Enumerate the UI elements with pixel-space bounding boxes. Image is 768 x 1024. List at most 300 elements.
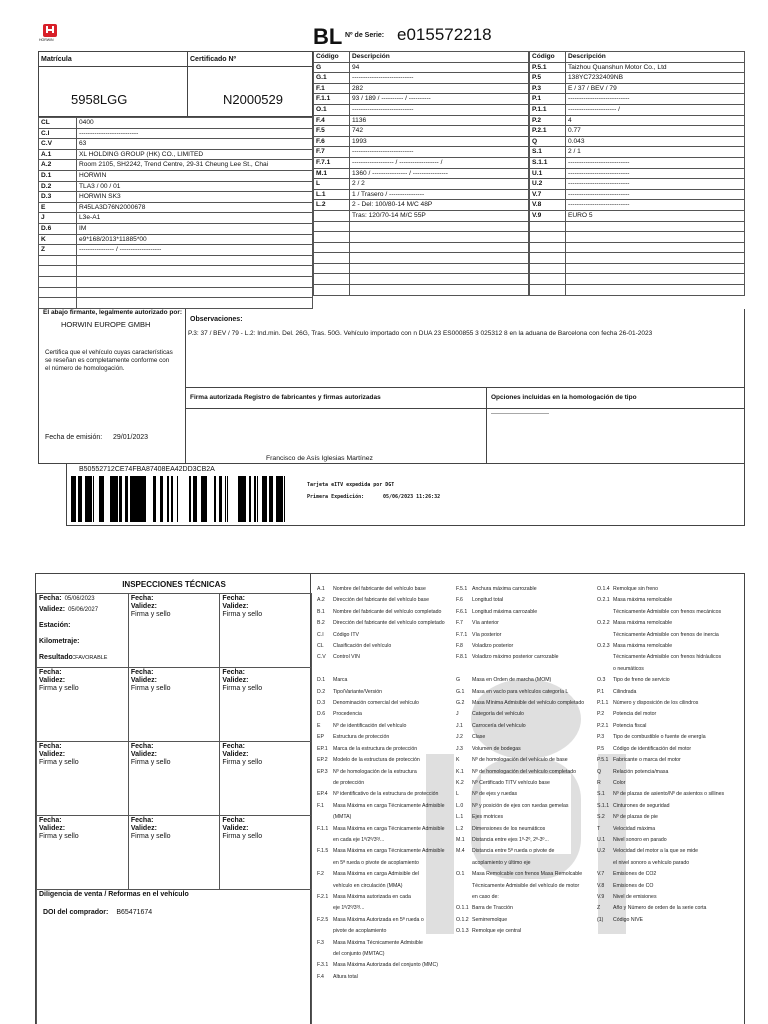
field-code — [39, 255, 77, 266]
validez-label: Validez: — [130, 751, 157, 758]
legend-item — [597, 915, 724, 926]
field-code — [39, 287, 77, 298]
legend-code: C.I — [317, 631, 324, 638]
table-row — [314, 221, 529, 232]
firma-sello-label: Firma y sello — [222, 611, 263, 618]
legend-text: Masa Máxima autorizada en cada — [333, 893, 411, 900]
field-code: V.7 — [530, 189, 566, 200]
legend-item — [597, 618, 724, 629]
barcode-bar — [204, 476, 207, 522]
fecha-label: Fecha: — [130, 817, 154, 824]
field-code — [530, 232, 566, 243]
legend-code: U.2 — [597, 848, 606, 855]
field-code: V.9 — [530, 210, 566, 221]
legend-item — [597, 835, 724, 846]
inspection-cell — [220, 816, 312, 890]
field-value — [350, 242, 529, 253]
legend-code: R — [597, 779, 601, 786]
barcode-bar — [177, 476, 178, 522]
description-header: Descripción — [566, 52, 745, 63]
legend-item — [317, 812, 445, 823]
legend-item — [597, 641, 724, 652]
fecha-value: 05/06/2023 — [64, 596, 95, 602]
logo-caption: HORWIN — [39, 38, 54, 42]
validez-label: Validez: — [222, 825, 249, 832]
table-row — [314, 147, 529, 158]
field-code: O.1 — [314, 104, 350, 115]
table-row — [39, 234, 313, 245]
legend-item — [597, 664, 724, 675]
field-value: ---------------------------- — [566, 179, 745, 190]
legend-code: F.6.1 — [456, 608, 468, 615]
legend-code: T — [597, 825, 601, 832]
inspection-cell — [37, 816, 129, 890]
barcode-bar — [130, 476, 132, 522]
field-code — [530, 221, 566, 232]
legend-text: Masa Máxima Autorizada en 5ª rueda o — [333, 916, 424, 923]
legend-text: Potencia fiscal — [613, 722, 647, 729]
field-code: Q — [530, 136, 566, 147]
legend-text: Masa máxima remolcable — [613, 643, 673, 650]
barcode-bar — [194, 476, 197, 522]
field-code: L — [314, 179, 350, 190]
legend-item — [456, 881, 584, 892]
barcode-bar — [257, 476, 258, 522]
legend-code: K.1 — [456, 768, 464, 775]
legend-text: Velocidad máxima — [613, 825, 656, 832]
legend-item — [317, 584, 445, 595]
serie-label: Nº de Serie: — [345, 32, 385, 39]
table-row — [314, 242, 529, 253]
legend-item — [456, 721, 584, 732]
table-row — [39, 192, 313, 203]
legend-code: F.7.1 — [456, 631, 468, 638]
field-value: 2 - Del: 100/80-14 M/C 48P — [350, 200, 529, 211]
legend-item — [597, 630, 724, 641]
legend-col-1 — [317, 584, 445, 983]
legend-item — [456, 664, 584, 675]
legend-code: K.2 — [456, 779, 464, 786]
legend-text: Voladizo máximo posterior carrozable — [472, 654, 559, 661]
field-code — [39, 298, 77, 309]
field-value: ---------------------------- — [566, 157, 745, 168]
validez-label: Validez: — [130, 825, 157, 832]
estacion-label: Estación: — [39, 622, 71, 629]
barcode-bar — [262, 476, 264, 522]
table-row — [39, 170, 313, 181]
legend-item — [317, 630, 445, 641]
legend-item — [317, 721, 445, 732]
barcode-bar — [119, 476, 122, 522]
field-code: P.2.1 — [530, 126, 566, 137]
resultado-label: Resultado: — [39, 654, 76, 661]
validez-label: Validez: — [222, 603, 249, 610]
legend-text: Relación potencia/masa — [613, 768, 669, 775]
legend-text: Nº de homologación de la estructura — [333, 768, 417, 775]
field-code — [314, 274, 350, 285]
field-value: ---------------------------- — [350, 147, 529, 158]
legend-code: V.9 — [597, 893, 605, 900]
table-row — [39, 181, 313, 192]
field-code — [314, 263, 350, 274]
fecha-line — [39, 595, 126, 603]
field-value: 1993 — [350, 136, 529, 147]
legend-text: o neumáticos — [613, 665, 644, 672]
barcode-bar — [278, 476, 281, 522]
legend-text: Masa Máxima en carga Admisible del — [333, 871, 419, 878]
legend-item — [317, 858, 445, 869]
matricula-value: 5958LGG — [71, 92, 128, 107]
legend-code: Q — [597, 768, 602, 775]
table-row — [530, 232, 745, 243]
barcode-bar — [139, 476, 142, 522]
field-value: 63 — [77, 139, 313, 150]
legend-code: E — [317, 722, 321, 729]
legend-item — [597, 767, 724, 778]
field-code: M.1 — [314, 168, 350, 179]
field-value — [566, 263, 745, 274]
table-row — [39, 118, 313, 129]
table-row — [39, 128, 313, 139]
observaciones-block — [186, 309, 745, 388]
barcode-bar — [201, 476, 204, 522]
legend-text: Código de identificación del motor — [613, 745, 692, 752]
barcode-block — [66, 464, 745, 526]
legend-code: P.3 — [597, 734, 605, 741]
firma-sello-label: Firma y sello — [222, 759, 263, 766]
field-value — [77, 276, 313, 287]
legend-code: G.2 — [456, 700, 465, 707]
legend-text: Remolque eje central — [472, 928, 522, 935]
table-row — [530, 189, 745, 200]
barcode-bar — [144, 476, 146, 522]
legend-text: Cilindrada — [613, 688, 637, 695]
legend-code: (1) — [597, 916, 604, 923]
legend-text: Vía posterior — [472, 631, 502, 638]
firma-sello-label: Firma y sello — [130, 759, 171, 766]
legend-item — [597, 858, 724, 869]
legend-item — [317, 960, 445, 971]
legend-item — [456, 903, 584, 914]
vehicle-data-left-table — [38, 117, 313, 309]
legend-item — [317, 767, 445, 778]
inspection-cell — [37, 742, 129, 816]
legend-text: Voladizo posterior — [472, 643, 514, 650]
barcode-bar — [219, 476, 222, 522]
legend-item — [456, 687, 584, 698]
field-value: TLA3 / 00 / 01 — [77, 181, 313, 192]
tarjeta-line1: Tarjeta eITV expedida por DGT — [307, 482, 395, 488]
barcode — [71, 476, 291, 522]
firma-sello-label: Firma y sello — [130, 611, 171, 618]
legend-item — [456, 732, 584, 743]
legend-text: Anchura máxima carrozable — [472, 586, 537, 592]
legend-item — [317, 846, 445, 857]
table-row — [314, 189, 529, 200]
field-code: D.1 — [39, 170, 77, 181]
legend-item — [317, 801, 445, 812]
field-code: D.2 — [39, 181, 77, 192]
barcode-bar — [238, 476, 240, 522]
fecha-label: Fecha: — [39, 595, 62, 602]
field-code — [530, 285, 566, 296]
table-row — [530, 94, 745, 105]
legend-text: Nº de plazas de asiento/Nº de asientos o sillines — [613, 791, 725, 798]
legend-item — [456, 778, 584, 789]
inspecciones-title: INSPECCIONES TÉCNICAS — [122, 580, 226, 589]
legend-code: CL — [317, 643, 324, 650]
table-row — [314, 274, 529, 285]
barcode-bar — [125, 476, 128, 522]
observaciones-label: Observaciones: — [190, 316, 243, 323]
barcode-bar — [90, 476, 92, 522]
legend-text: Masa Máxima en carga Técnicamente Admisible — [333, 825, 445, 832]
legend-text: Masa máxima remolcable — [613, 597, 673, 604]
barcode-bar — [241, 476, 243, 522]
table-row — [39, 276, 313, 287]
legend-code: M.4 — [456, 848, 465, 855]
legend-code: D.2 — [317, 688, 326, 695]
validez-label: Validez: — [130, 603, 157, 610]
field-value: EURO 5 — [566, 210, 745, 221]
legend-item — [317, 687, 445, 698]
field-value — [566, 253, 745, 264]
fecha-label: Fecha: — [222, 743, 245, 750]
legend-panel — [311, 573, 745, 1024]
table-row — [314, 157, 529, 168]
barcode-bar — [227, 476, 228, 522]
field-code: F.7.1 — [314, 157, 350, 168]
doi-label: DOI del comprador: — [43, 909, 109, 916]
legend-text: Marca — [333, 677, 348, 684]
legend-item — [456, 618, 584, 629]
legend-item — [317, 641, 445, 652]
table-row — [39, 245, 313, 256]
field-code — [530, 263, 566, 274]
legend-item — [317, 949, 445, 960]
barcode-bar — [225, 476, 226, 522]
field-value — [566, 232, 745, 243]
barcode-bar — [101, 476, 102, 522]
legend-code: O.2.2 — [597, 620, 610, 627]
legend-code: D.6 — [317, 711, 326, 718]
tarjeta-line2-label: Primera Expedición: — [307, 494, 365, 500]
validez-label: Validez: — [130, 677, 157, 684]
legend-text: Longitud máxima carrozable — [472, 608, 538, 615]
legend-code: L.1 — [456, 814, 464, 821]
legend-text: Color — [613, 779, 626, 786]
legend-text: Distancia entre ejes 1º-2º, 2º-3º... — [472, 836, 549, 843]
field-code: D.6 — [39, 223, 77, 234]
legend-item — [456, 892, 584, 903]
field-code: L.1 — [314, 189, 350, 200]
table-row — [39, 255, 313, 266]
legend-text: Nombre del fabricante del vehículo completado — [333, 608, 442, 615]
inspection-cell — [128, 668, 220, 742]
table-row — [39, 160, 313, 171]
legend-code: F.1 — [317, 802, 324, 809]
field-code — [314, 221, 350, 232]
legend-code: S.1.1 — [597, 802, 610, 809]
field-value: HORWIN SK3 — [77, 192, 313, 203]
legend-code: S.1 — [597, 791, 605, 798]
table-row — [314, 94, 529, 105]
legend-text: Marca de la estructura de protección — [333, 745, 418, 752]
validez-label: Validez: — [222, 677, 249, 684]
field-code: F.5 — [314, 126, 350, 137]
opciones-value: ----------------------------- — [491, 411, 549, 417]
legend-text: Nº Certificado TITV vehículo base — [472, 779, 550, 786]
field-code: K — [39, 234, 77, 245]
validez-line — [39, 606, 126, 614]
table-row — [530, 136, 745, 147]
legend-text: Técnicamente Admisible con frenos mecánicos — [613, 608, 722, 615]
legend-code: B.2 — [317, 620, 325, 627]
legend-item — [456, 789, 584, 800]
table-row — [530, 263, 745, 274]
legend-text: Nº de homologación del vehículo completado — [472, 768, 576, 775]
table-row — [314, 126, 529, 137]
legend-item — [597, 755, 724, 766]
legend-code: F.6 — [456, 597, 463, 604]
legend-text: en 5ª rueda o pivote de acoplamiento — [333, 859, 419, 866]
legend-code: F.3.1 — [317, 962, 329, 969]
resultado-line — [39, 654, 126, 662]
barcode-bar — [78, 476, 81, 522]
barcode-bar — [193, 476, 194, 522]
legend-item — [317, 607, 445, 618]
legend-item — [317, 915, 445, 926]
field-value: Room 2105, SH2242, Trend Centre, 29-31 Cheung Lee St., Chai — [77, 160, 313, 171]
field-value: 1360 / ---------------- / ---------------- — [350, 168, 529, 179]
legend-item — [597, 789, 724, 800]
legend-text: Potencia del motor — [613, 711, 657, 718]
field-code: S.1 — [530, 147, 566, 158]
barcode-bar — [264, 476, 266, 522]
legend-code: EP.2 — [317, 757, 328, 764]
field-code: J — [39, 213, 77, 224]
field-value: 282 — [350, 83, 529, 94]
field-value — [566, 285, 745, 296]
legend-item — [597, 607, 724, 618]
field-value — [77, 255, 313, 266]
legend-item — [456, 607, 584, 618]
field-code: A.1 — [39, 149, 77, 160]
field-code — [314, 232, 350, 243]
table-row — [314, 168, 529, 179]
barcode-bar — [171, 476, 172, 522]
legend-text: Longitud total — [472, 597, 504, 604]
barcode-bar — [272, 476, 273, 522]
legend-item — [597, 709, 724, 720]
legend-text: Dimensiones de los neumáticos — [472, 825, 546, 832]
legend-item — [597, 732, 724, 743]
legend-code: P.1.1 — [597, 700, 609, 707]
field-value: ------------------- / ------------------ / — [350, 157, 529, 168]
legend-text: Categoría del vehículo — [472, 711, 524, 718]
legend-text: eje 1º/2º/3º/... — [333, 905, 365, 912]
legend-item — [456, 812, 584, 823]
legend-item — [317, 869, 445, 880]
field-value — [566, 221, 745, 232]
diligencia-row — [37, 890, 312, 1024]
legend-item — [456, 915, 584, 926]
legend-item — [456, 801, 584, 812]
fecha-label: Fecha: — [39, 743, 62, 750]
legend-code: F.1.1 — [317, 825, 329, 832]
barcode-bar — [266, 476, 267, 522]
field-value: 0.77 — [566, 126, 745, 137]
barcode-bar — [73, 476, 75, 522]
firma-block — [186, 388, 487, 464]
fecha-label: Fecha: — [130, 595, 154, 602]
barcode-bar — [172, 476, 173, 522]
legend-code: K — [456, 757, 460, 764]
table-row — [530, 73, 745, 84]
barcode-bar — [135, 476, 138, 522]
barcode-bar — [269, 476, 272, 522]
legend-code: M.1 — [456, 836, 465, 843]
legend-code: F.8 — [456, 643, 463, 650]
legend-code: P.5 — [597, 745, 605, 752]
field-value: IM — [77, 223, 313, 234]
firmante-nombre: Francisco de Asís Iglesias Martínez — [266, 455, 373, 462]
field-code: C.I — [39, 128, 77, 139]
legend-text: Control VIN — [333, 654, 360, 661]
tarjeta-line2-value: 05/06/2023 11:26:32 — [383, 494, 441, 500]
table-row — [314, 232, 529, 243]
legend-item — [456, 824, 584, 835]
kilometraje-label: Kilometraje: — [39, 638, 80, 645]
field-value: 1136 — [350, 115, 529, 126]
legend-code: O.1.3 — [456, 928, 469, 935]
legend-text: Nº de identificación del vehículo — [333, 722, 407, 729]
barcode-bar — [110, 476, 112, 522]
barcode-bar — [243, 476, 246, 522]
legend-code: EP.1 — [317, 745, 328, 752]
resultado-value: FAVORABLE — [75, 655, 108, 661]
legend-item — [456, 835, 584, 846]
legend-item — [597, 892, 724, 903]
legend-text: Año y Número de orden de la serie corta — [613, 905, 707, 912]
legend-text: Técnicamente Admisible con frenos de inercia — [613, 631, 719, 638]
validez-label: Validez: — [222, 751, 249, 758]
barcode-bar — [112, 476, 115, 522]
firmante-label: El abajo firmante, legalmente autorizado por: — [43, 309, 183, 316]
legend-code: F.2.1 — [317, 893, 329, 900]
legend-item — [317, 698, 445, 709]
barcode-bar — [102, 476, 104, 522]
field-value: E / 37 / BEV / 79 — [566, 83, 745, 94]
legend-code: B.1 — [317, 608, 325, 615]
legend-item — [317, 755, 445, 766]
legend-text: Masa máxima remolcable — [613, 620, 673, 627]
field-value — [350, 285, 529, 296]
legend-code: O.3 — [597, 677, 606, 684]
barcode-bar — [160, 476, 163, 522]
field-value: --------------------------- — [77, 128, 313, 139]
legend-text: Emisiones de CO2 — [613, 871, 657, 878]
legend-code: O.1.2 — [456, 916, 469, 923]
opciones-block — [487, 388, 745, 464]
field-value: L3e-A1 — [77, 213, 313, 224]
legend-code: P.1 — [597, 688, 605, 695]
legend-text: Distancia entre 5ª rueda o pivote de — [472, 848, 555, 855]
table-row — [314, 136, 529, 147]
legend-item — [597, 687, 724, 698]
field-value: 2 / 2 — [350, 179, 529, 190]
legend-code: G — [456, 677, 461, 684]
